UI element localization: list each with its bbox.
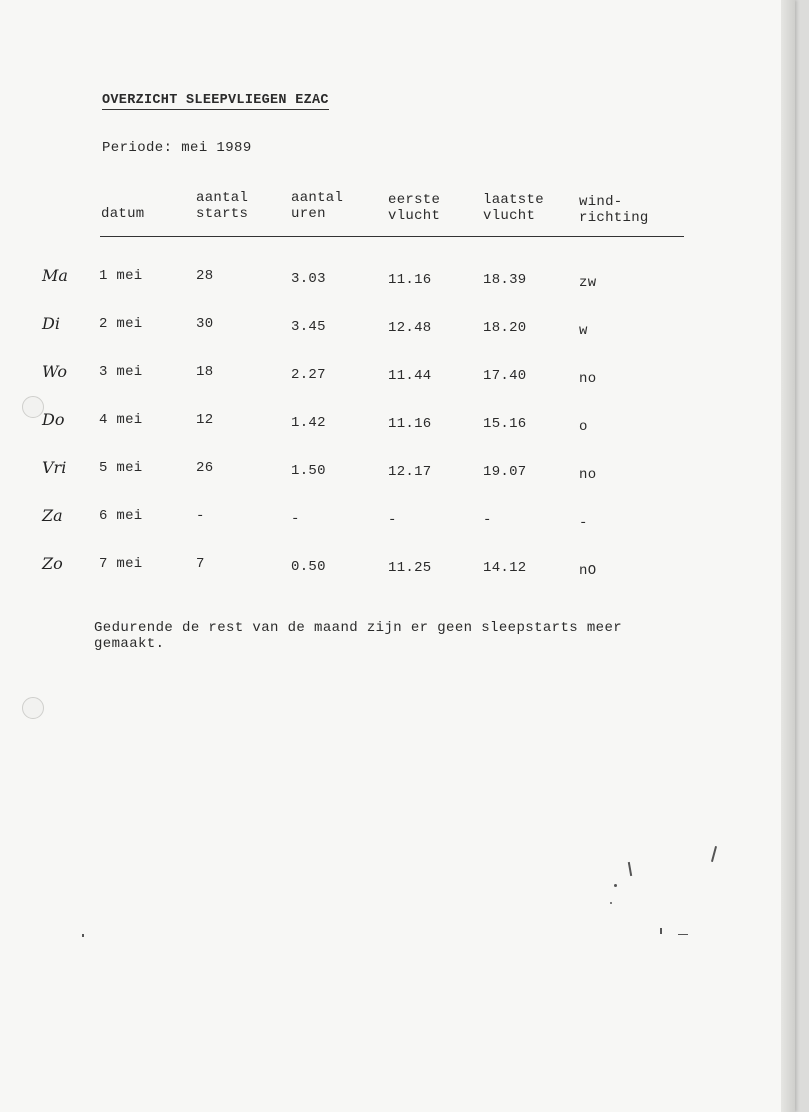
- column-header-wind: [579, 194, 649, 226]
- cell-laatste: 18.39: [483, 272, 527, 288]
- cell-datum: 1 mei: [99, 268, 143, 284]
- cell-eerste: -: [388, 512, 397, 528]
- column-header-uren: [291, 190, 343, 222]
- paper-speck: [82, 934, 84, 937]
- column-header-line2: vlucht: [388, 208, 441, 224]
- column-header-line1: wind-: [579, 194, 623, 210]
- paper-speck: [614, 884, 617, 887]
- period-line: Periode: mei 1989: [102, 140, 252, 156]
- cell-starts: 26: [196, 460, 214, 476]
- column-header-datum: [101, 190, 145, 222]
- paper-speck: [678, 934, 688, 935]
- cell-laatste: -: [483, 512, 492, 528]
- cell-eerste: 11.44: [388, 368, 432, 384]
- cell-eerste: 11.16: [388, 416, 432, 432]
- column-header-eerste: [388, 192, 440, 224]
- cell-datum: 4 mei: [99, 412, 143, 428]
- cell-starts: 7: [196, 556, 205, 572]
- header-rule: [100, 236, 684, 237]
- cell-wind: no: [579, 371, 597, 387]
- column-header-line2: uren: [291, 206, 326, 222]
- cell-eerste: 12.17: [388, 464, 432, 480]
- cell-starts: 30: [196, 316, 214, 332]
- cell-laatste: 17.40: [483, 368, 527, 384]
- handwritten-day-mark: Vri: [42, 458, 67, 477]
- cell-uren: 2.27: [291, 367, 326, 383]
- closing-note: Gedurende de rest van de maand zijn er geen sleepstarts meer gemaakt.: [94, 620, 623, 652]
- cell-uren: 3.03: [291, 271, 326, 287]
- paper-speck: [628, 862, 632, 876]
- cell-datum: 7 mei: [99, 556, 143, 572]
- cell-uren: 0.50: [291, 559, 326, 575]
- handwritten-day-mark: Do: [42, 410, 65, 429]
- paper-speck: [660, 928, 662, 934]
- column-header-line1: [101, 190, 145, 206]
- column-header-starts: [196, 190, 248, 222]
- column-header-line2: richting: [579, 210, 649, 226]
- cell-wind: no: [579, 467, 597, 483]
- cell-datum: 6 mei: [99, 508, 143, 524]
- handwritten-day-mark: Wo: [42, 362, 67, 381]
- cell-uren: 1.42: [291, 415, 326, 431]
- punch-hole-bottom: [22, 697, 44, 719]
- handwritten-day-mark: Za: [42, 506, 63, 525]
- cell-datum: 2 mei: [99, 316, 143, 332]
- handwritten-day-mark: Di: [42, 314, 60, 333]
- cell-wind: zw: [579, 275, 597, 291]
- cell-laatste: 19.07: [483, 464, 527, 480]
- cell-starts: 12: [196, 412, 214, 428]
- cell-wind: o: [579, 419, 588, 435]
- column-header-line1: aantal: [291, 190, 344, 206]
- cell-starts: 18: [196, 364, 214, 380]
- column-header-laatste: [483, 192, 544, 224]
- paper-speck: [711, 846, 717, 862]
- column-header-line2: starts: [196, 206, 249, 222]
- cell-eerste: 12.48: [388, 320, 432, 336]
- handwritten-day-mark: Zo: [42, 554, 63, 573]
- punch-hole-top: [22, 396, 44, 418]
- cell-uren: -: [291, 511, 300, 527]
- column-header-line1: aantal: [196, 190, 249, 206]
- cell-eerste: 11.25: [388, 560, 432, 576]
- cell-starts: -: [196, 508, 205, 524]
- column-header-line1: laatste: [483, 192, 544, 208]
- handwritten-day-mark: Ma: [42, 266, 68, 285]
- cell-uren: 3.45: [291, 319, 326, 335]
- paper-edge: [781, 0, 795, 1112]
- cell-starts: 28: [196, 268, 214, 284]
- paper-speck: [610, 902, 612, 904]
- document-title: OVERZICHT SLEEPVLIEGEN EZAC: [102, 93, 329, 108]
- column-header-line2: datum: [101, 206, 145, 222]
- column-header-line2: vlucht: [483, 208, 536, 224]
- column-header-line1: eerste: [388, 192, 441, 208]
- cell-wind: w: [579, 323, 588, 339]
- cell-wind: nO: [579, 563, 597, 579]
- cell-datum: 5 mei: [99, 460, 143, 476]
- cell-laatste: 14.12: [483, 560, 527, 576]
- cell-wind: -: [579, 515, 588, 531]
- cell-datum: 3 mei: [99, 364, 143, 380]
- cell-laatste: 15.16: [483, 416, 527, 432]
- cell-laatste: 18.20: [483, 320, 527, 336]
- cell-uren: 1.50: [291, 463, 326, 479]
- cell-eerste: 11.16: [388, 272, 432, 288]
